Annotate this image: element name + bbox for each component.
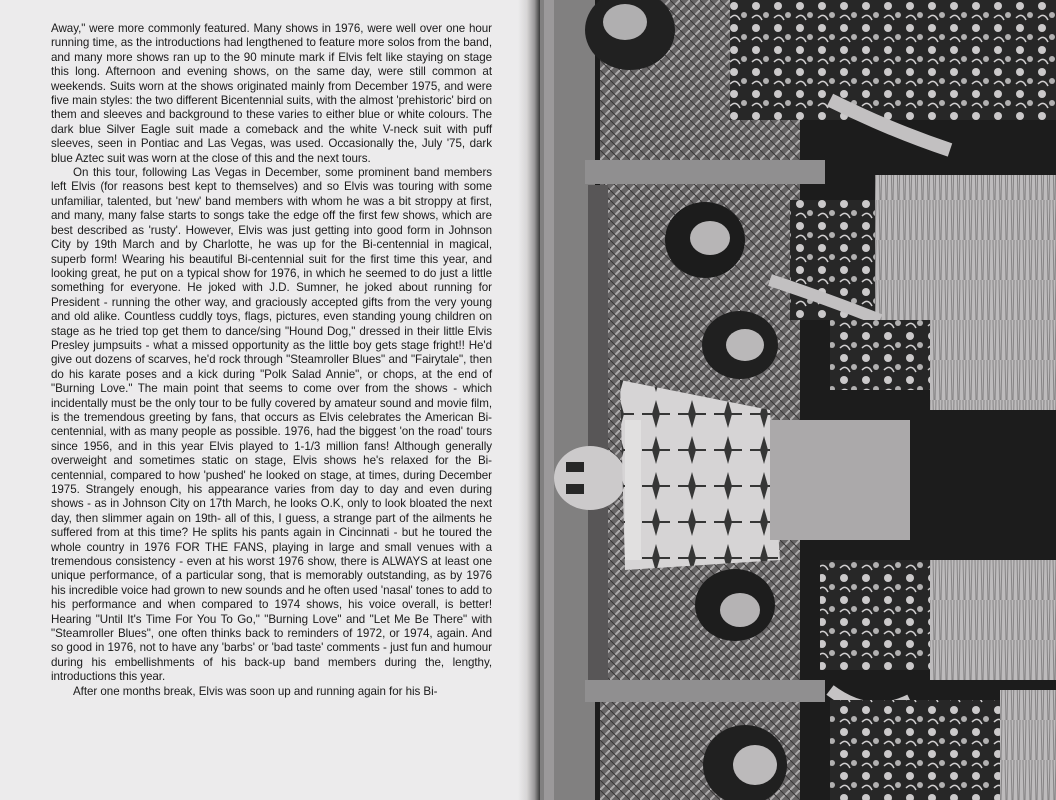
hula-dancers-photo xyxy=(530,0,1056,800)
page-gutter xyxy=(518,0,540,800)
paragraph-2: On this tour, following Las Vegas in December, some prominent band members left Elvis (for reasons best kept to themselves) and so Elvis was touring with some unfamiliar, talented, but 'new' band members with whom he was a bit stroppy at first, and many, many false starts to songs take the edge off the first few shows, which are best described as 'rusty'. However, Elvis was just getting into good form in Johnson City by 19th March and by Charlotte, he was up for the Bi-centennial in magical, superb form! Wearing his beautiful Bi-centennial suit for the first time this year, and looking great, he put on a typical show for 1976, in which he seemed to do just a little something for everyone. He joked with J.D. Sumner, he joked about running for President - running the other way, and graciously accepted gifts from the very young and old alike. Countless cuddly toys, flags, pictures, even standing young children on stage as he tried top get them to dance/sing "Hound Dog," dressed in their little Elvis Presley jumpsuits - what a missed opportunity as the little boy gets stage fright!! He'd give out dozens of scarves, he'd rock through "Steamroller Blues" and "Fairytale", then do his karate poses and a kick during "Polk Salad Annie", or chops, at the end of "Burning Love." The main point that seems to come over from the shows - which incidentally must be the only tour to be fully covered by amateur sound and movie film, is the tremendous greeting by fans, that occurs as Elvis celebrates the American Bi-centennial, with as many people as possible. 1976, had the biggest 'on the road' tours since 1956, and in this year Elvis played to 1-1/3 million fans! Although generally overweight and sometimes static on stage, Elvis shows he's relaxed for the Bi-centennial, compared to how 'pushed' he looked on stage, at times, during December 1975. Strangely enough, his appearance varies from day to day and even during shows - as in Johnson City on 17th March, he looks O.K, only to look bloated the next day, then slimmer again on 19th- all of this, I guess, a strange part of the ailments he suffered from at this time? He splits his pants again in Cincinnati - but he toured the whole country in 1976 FOR THE FANS, playing in large and small venues with a tremendous consistency - even at his worst 1976 show, there is ALWAYS at least one unique performance, of a particular song, that is memorably outstanding, as by 1976 his incredible voice had grown to new sounds and he often used 'nasal' tones to add to his performance and when compared to 1974 shows, his voice overall, is better! Hearing "Until It's Time For You To Go," "Burning Love" and "Let Me Be There" with "Steamroller Blues", one often thinks back to reminders of 1972, or 1974, again. And so good in 1976, not to have any 'barbs' or 'bad taste' comments - just fun and humour during his embellishments of his back-up band members during the, lengthy, introductions this year. xyxy=(51,166,492,684)
photo-page xyxy=(530,0,1056,800)
paragraph-1: Away," were more commonly featured. Many shows in 1976, were well over one hour running time, as the introductions had lengthened to feature more solos from the band, and many more shows ran up to the 90 minute mark if Elvis felt like staying on stage this long. Afternoon and evening shows, on the same day, were still common at weekends. Suits worn at the shows originated mainly from December 1975, and were five main styles: the two different Bicentennial suits, with the almost 'prehistoric' bird on them and sleeves and background to these varies to either blue or white colours. The dark blue Silver Eagle suit made a comeback and the white V-neck suit with puff sleeves, seen in Pontiac and Las Vegas, was used. Occasionally the, July '75, dark blue Aztec suit was worn at the close of this and the next tours. xyxy=(51,22,492,165)
text-column xyxy=(51,22,492,699)
paragraph-3: After one months break, Elvis was soon up and running again for his Bi- xyxy=(73,684,438,698)
